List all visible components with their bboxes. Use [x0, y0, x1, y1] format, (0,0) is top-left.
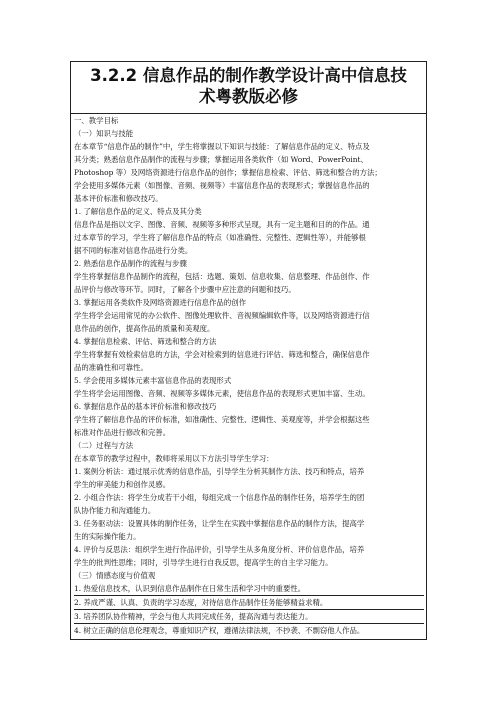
- text-line: 信息作品是指以文字、图像、音频、视频等多种形式呈现，具有一定主题和目的的作品。通: [74, 220, 370, 229]
- text-line: 2. 养成严谨、认真、负责的学习态度，对待信息作品制作任务能够精益求精。: [74, 595, 424, 609]
- text-line: 1. 热爱信息技术，认识到信息作品制作在日常生活和学习中的重要性。: [74, 584, 306, 593]
- text-line: 据不同的标准对信息作品进行分类。: [74, 246, 193, 255]
- text-line: 学生将学会运用常见的办公软件、图像处理软件、音视频编辑软件等，以及网络资源进行信: [74, 311, 370, 320]
- text-line: 其分类；熟悉信息作品制作的流程与步骤；掌握运用各类软件（如 Word、PowerPoint、: [74, 155, 368, 164]
- text-line: （二）过程与方法: [74, 441, 134, 450]
- text-line: 学生将掌握有效检索信息的方法，学会对检索到的信息进行评估、筛选和整合，确保信息作: [74, 350, 370, 359]
- text-line: （一）知识与技能: [74, 129, 134, 138]
- text-line: 4. 掌握信息检索、评估、筛选和整合的方法: [74, 337, 217, 346]
- text-line: 一、教学目标: [74, 116, 119, 125]
- text-line: 学生将掌握信息作品制作的流程，包括：选题、策划、信息收集、信息整理、作品创作、作: [74, 272, 370, 281]
- text-line: 学会使用多媒体元素（如图像、音频、视频等）丰富信息作品的表现形式；掌握信息作品的: [74, 181, 370, 190]
- text-line: 在本章节“信息作品的制作”中，学生将掌握以下知识与技能：了解信息作品的定义、特点及: [74, 142, 370, 151]
- text-line: 3. 任务驱动法：设置具体的制作任务，让学生在实践中掌握信息作品的制作方法，提高学: [74, 519, 365, 528]
- text-line: 1. 了解信息作品的定义、特点及其分类: [74, 207, 202, 216]
- text-line: 2. 小组合作法：将学生分成若干小组，每组完成一个信息作品的制作任务，培养学生的团: [74, 493, 365, 502]
- text-line: 学生的审美能力和创作灵感。: [74, 480, 171, 489]
- text-line: 4. 树立正确的信息伦理观念，尊重知识产权，遵循法律法规，不抄袭、不剽窃他人作品。: [74, 623, 424, 637]
- text-line: 品的准确性和可靠性。: [74, 363, 148, 372]
- title-line-1: 3.2.2 信息作品的制作教学设计高中信息技: [90, 66, 407, 85]
- text-line: 品评价与修改等环节。同时，了解各个步骤中应注意的问题和技巧。: [74, 285, 296, 294]
- text-line: Photoshop 等）及网络资源进行信息作品的创作；掌握信息检索、评估、筛选和整合的方法；: [74, 168, 382, 177]
- text-line: 标准对作品进行修改和完善。: [74, 428, 171, 437]
- text-line: 基本评价标准和修改技巧。: [74, 194, 163, 203]
- title-box: [70, 61, 427, 114]
- page-title: [75, 65, 422, 107]
- text-line: 3. 掌握运用各类软件及网络资源进行信息作品的创作: [74, 298, 246, 307]
- document-page: [70, 61, 427, 640]
- text-line: （三）情感态度与价值观: [74, 571, 156, 580]
- text-line: 学生将学会运用图像、音频、视频等多媒体元素，使信息作品的表现形式更加丰富、生动。: [74, 389, 370, 398]
- text-line: 学生将了解信息作品的评价标准，如准确性、完整性、逻辑性、美观度等，并学会根据这些: [74, 415, 370, 424]
- text-line: 3. 培养团队协作精神，学会与他人共同完成任务，提高沟通与表达能力。: [74, 609, 424, 623]
- title-line-2: 术粤教版必修: [199, 87, 298, 106]
- text-line: 队协作能力和沟通能力。: [74, 506, 156, 515]
- text-line: 在本章节的教学过程中，教师将采用以下方法引导学生学习：: [74, 454, 274, 463]
- text-line: 学生的批判性思维；同时，引导学生进行自我反思，提高学生的自主学习能力。: [74, 558, 333, 567]
- text-line: 息作品的创作，提高作品的质量和美观度。: [74, 324, 215, 333]
- text-line: 1. 案例分析法：通过展示优秀的信息作品，引导学生分析其制作方法、技巧和特点，培养: [74, 467, 365, 476]
- text-line: 4. 评价与反思法：组织学生进行作品评价，引导学生从多角度分析、评价信息作品，培养: [74, 545, 365, 554]
- content-body: [70, 114, 427, 640]
- text-line: 5. 学会使用多媒体元素丰富信息作品的表现形式: [74, 376, 232, 385]
- text-line: 生的实际操作能力。: [74, 532, 141, 541]
- text-line: 2. 熟悉信息作品制作的流程与步骤: [74, 259, 187, 268]
- text-line: 6. 掌握信息作品的基本评价标准和修改技巧: [74, 402, 217, 411]
- text-line: 过本章节的学习，学生将了解信息作品的特点（如准确性、完整性、逻辑性等），并能够根: [74, 233, 366, 242]
